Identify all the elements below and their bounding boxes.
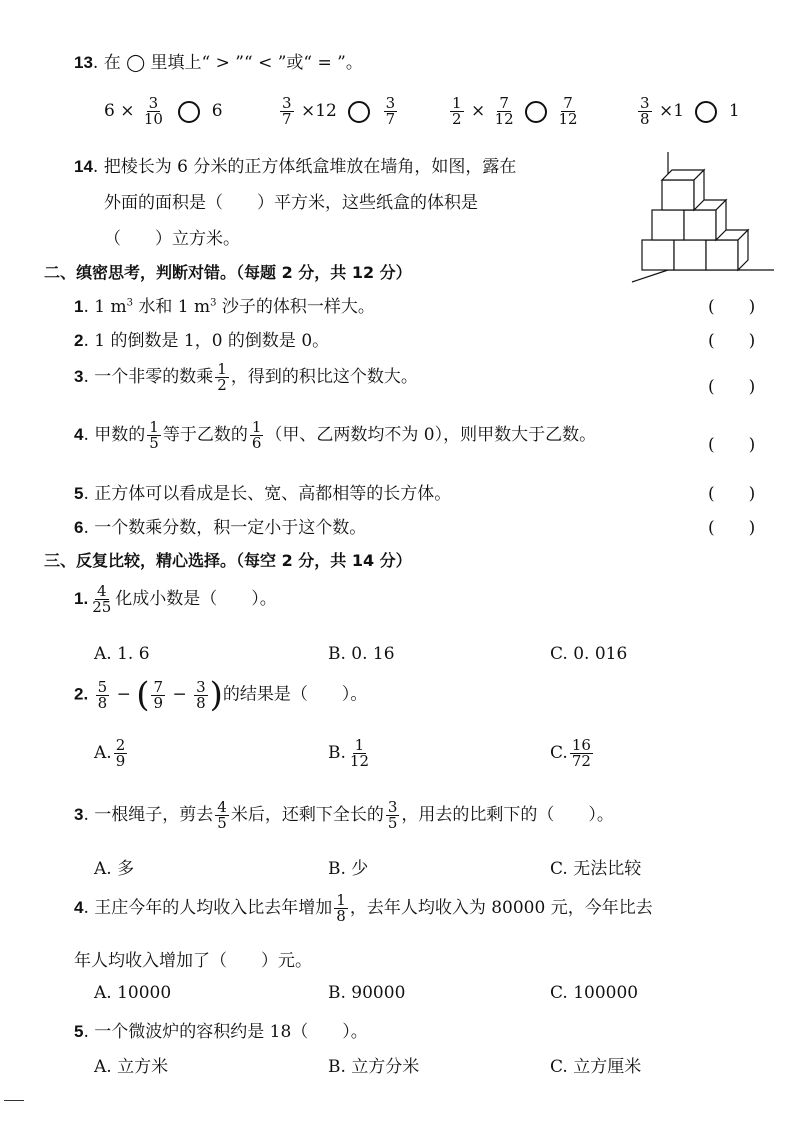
q14-line2: 外面的面积是（ ）平方米，这些纸盒的体积是 — [104, 193, 478, 213]
choice-q4-option-a[interactable]: A. 10000 — [94, 983, 172, 1003]
answer-paren[interactable]: ( ) — [708, 518, 756, 538]
judge-item-3: 3. 一个非零的数乘 $\frac{1}{2}$ ，得到的积比这个数大。 — [74, 360, 418, 394]
q14-line3: （ ）立方米。 — [104, 229, 240, 249]
choice-q2: 2. $\frac{5}{8}$ − ( $\frac{7}{9}$ − $\frac{3}{8}$ )的结果是（ ）。 — [74, 675, 368, 715]
compare-circle[interactable] — [348, 101, 370, 123]
q14-line1: 14. 把棱长为 6 分米的正方体纸盒堆放在墙角，如图，露在 — [74, 157, 517, 177]
choice-q5: 5. 一个微波炉的容积约是 18（ ）。 — [74, 1022, 368, 1042]
q13-item-1: 6 × $\frac{3}{10}$ 6 — [104, 94, 223, 128]
choice-q4-option-b[interactable]: B. 90000 — [328, 983, 406, 1003]
q13-prompt: 13. 在 ◯ 里填上“ > ”“ < ”或“ = ”。 — [74, 53, 363, 73]
choice-q2-option-b[interactable]: B. $\frac{1}{12}$ — [328, 736, 369, 770]
section2-title: 二、缜密思考，判断对错。（每题 2 分，共 12 分） — [44, 263, 412, 282]
q13-item-2: $\frac{3}{7}$ ×12 $\frac{3}{7}$ — [282, 94, 396, 128]
choice-q2-option-a[interactable]: A. $\frac{2}{9}$ — [94, 736, 126, 770]
compare-circle[interactable] — [525, 101, 547, 123]
choice-q3-option-a[interactable]: A. 多 — [94, 859, 135, 879]
choice-q4: 4. 王庄今年的人均收入比去年增加 $\frac{1}{8}$ ，去年人均收入为 80000 元，今年比去 — [74, 891, 653, 925]
choice-q5-option-c[interactable]: C. 立方厘米 — [550, 1057, 642, 1077]
judge-item-2: 2. 1 的倒数是 1，0 的倒数是 0。 — [74, 331, 330, 351]
q13-item-3: $\frac{1}{2}$ × $\frac{7}{12}$ $\frac{7}{12}$ — [452, 94, 578, 128]
choice-q3-option-c[interactable]: C. 无法比较 — [550, 859, 642, 879]
choice-q4-line2: 年人均收入增加了（ ）元。 — [74, 951, 312, 971]
answer-paren[interactable]: ( ) — [708, 377, 756, 397]
choice-q5-option-a[interactable]: A. 立方米 — [94, 1057, 169, 1077]
choice-q4-option-c[interactable]: C. 100000 — [550, 983, 639, 1003]
choice-q1-option-c[interactable]: C. 0. 016 — [550, 644, 628, 664]
answer-paren[interactable]: ( ) — [708, 331, 756, 351]
page-edge-mark — [4, 1100, 24, 1101]
choice-q1-option-a[interactable]: A. 1. 6 — [94, 644, 150, 664]
answer-paren[interactable]: ( ) — [708, 297, 756, 317]
choice-q1-option-b[interactable]: B. 0. 16 — [328, 644, 395, 664]
choice-q2-option-c[interactable]: C. $\frac{16}{72}$ — [550, 736, 591, 770]
choice-q1: 1. $\frac{4}{25}$ 化成小数是（ ）。 — [74, 582, 277, 616]
judge-item-1: 1. 1 $m^3$ 水和 1 $m^3$ 沙子的体积一样大。 — [74, 297, 375, 317]
section3-title: 三、反复比较，精心选择。（每空 2 分，共 14 分） — [44, 551, 412, 570]
q13-item-4: $\frac{3}{8}$ ×1 1 — [640, 94, 740, 128]
choice-q5-option-b[interactable]: B. 立方分米 — [328, 1057, 420, 1077]
judge-item-4: 4. 甲数的 $\frac{1}{5}$ 等于乙数的 $\frac{1}{6}$ （甲、乙两数均不为 0），则甲数大于乙数。 — [74, 418, 597, 452]
answer-paren[interactable]: ( ) — [708, 484, 756, 504]
answer-paren[interactable]: ( ) — [708, 435, 756, 455]
judge-item-6: 6. 一个数乘分数，积一定小于这个数。 — [74, 518, 367, 538]
choice-q3: 3. 一根绳子，剪去 $\frac{4}{5}$ 米后，还剩下全长的 $\frac{3}{5}$ ，用去的比剩下的（ ）。 — [74, 798, 614, 832]
choice-q3-option-b[interactable]: B. 少 — [328, 859, 369, 879]
compare-circle[interactable] — [695, 101, 717, 123]
judge-item-5: 5. 正方体可以看成是长、宽、高都相等的长方体。 — [74, 484, 452, 504]
cube-stack-figure — [628, 150, 778, 284]
compare-circle[interactable] — [178, 101, 200, 123]
